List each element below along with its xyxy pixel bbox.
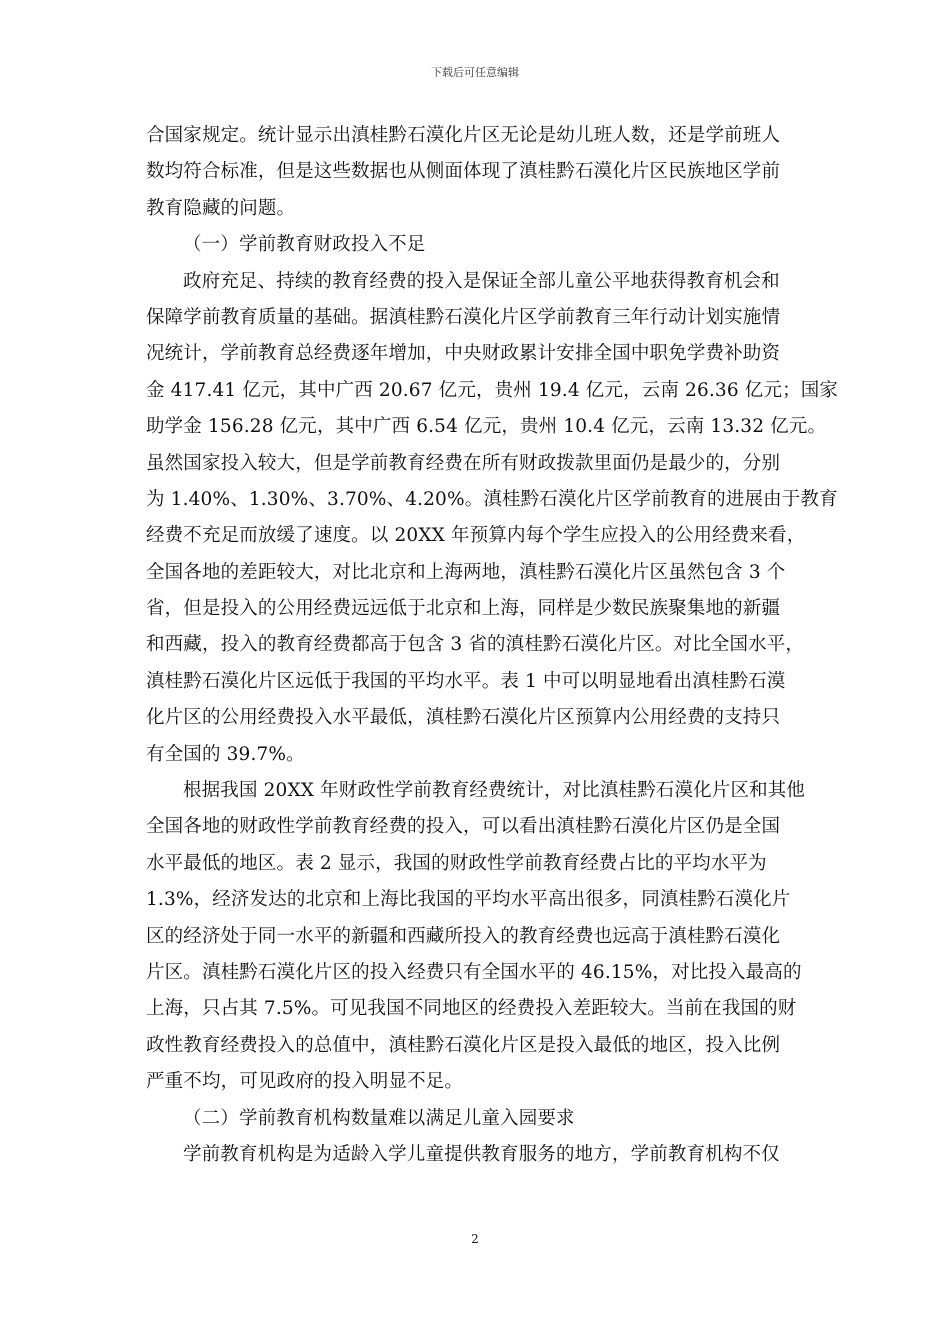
body-line: 助学金 156.28 亿元，其中广西 6.54 亿元，贵州 10.4 亿元，云南 13.32 亿元。 — [146, 416, 827, 438]
document-body — [146, 118, 839, 1173]
body-line: 省，但是投入的公用经费远远低于北京和上海，同样是少数民族聚集地的新疆 — [146, 598, 781, 620]
body-line: 水平最低的地区。表 2 显示，我国的财政性学前教育经费占比的平均水平为 — [146, 852, 767, 874]
body-line: 全国各地的差距较大，对比北京和上海两地，滇桂黔石漠化片区虽然包含 3 个 — [146, 561, 786, 583]
paragraph-start: 学前教育机构是为适龄入学儿童提供教育服务的地方，学前教育机构不仅 — [183, 1143, 780, 1165]
body-line: 合国家规定。统计显示出滇桂黔石漠化片区无论是幼儿班人数，还是学前班人 — [146, 125, 781, 146]
body-line: 片区。滇桂黔石漠化片区的投入经费只有全国水平的 46.15%，对比投入最高的 — [146, 961, 802, 983]
body-line: 上海，只占其 7.5%。可见我国不同地区的经费投入差距较大。当前在我国的财 — [146, 998, 797, 1020]
body-line: 区的经济处于同一水平的新疆和西藏所投入的教育经费也远高于滇桂黔石漠化 — [146, 925, 781, 947]
body-line: 数均符合标准，但是这些数据也从侧面体现了滇桂黔石漠化片区民族地区学前 — [146, 161, 781, 183]
body-line: 政性教育经费投入的总值中，滇桂黔石漠化片区是投入最低的地区，投入比例 — [146, 1034, 781, 1056]
body-line: 虽然国家投入较大，但是学前教育经费在所有财政拨款里面仍是最少的，分别 — [146, 452, 781, 474]
body-line: 为 1.40%、1.30%、3.70%、4.20%。滇桂黔石漠化片区学前教育的进展由于教育 — [146, 488, 838, 510]
body-line: 有全国的 39.7%。 — [146, 743, 305, 765]
body-line: 和西藏，投入的教育经费都高于包含 3 省的滇桂黔石漠化片区。对比全国水平， — [146, 634, 805, 656]
page-number: 2 — [471, 1232, 479, 1246]
body-line: 严重不均，可见政府的投入明显不足。 — [146, 1071, 464, 1093]
paragraph-start: 根据我国 20XX 年财政性学前教育经费统计，对比滇桂黔石漠化片区和其他 — [183, 780, 806, 802]
body-line: 化片区的公用经费投入水平最低，滇桂黔石漠化片区预算内公用经费的支持只 — [146, 707, 781, 729]
body-line: 保障学前教育质量的基础。据滇桂黔石漠化片区学前教育三年行动计划实施情 — [146, 306, 781, 328]
body-line: 经费不充足而放缓了速度。以 20XX 年预算内每个学生应投入的公用经费来看， — [146, 525, 806, 547]
section-heading-1: （一）学前教育财政投入不足 — [183, 234, 426, 256]
body-line: 滇桂黔石漠化片区远低于我国的平均水平。表 1 中可以明显地看出滇桂黔石漠 — [146, 670, 786, 692]
section-heading-2: （二）学前教育机构数量难以满足儿童入园要求 — [183, 1107, 575, 1129]
body-line: 教育隐藏的问题。 — [146, 197, 296, 219]
body-line: 金 417.41 亿元，其中广西 20.67 亿元，贵州 19.4 亿元，云南 26.36 亿元；国家 — [146, 379, 839, 401]
body-line: 1.3%，经济发达的北京和上海比我国的平均水平高出很多，同滇桂黔石漠化片 — [146, 889, 791, 911]
body-line: 况统计，学前教育总经费逐年增加，中央财政累计安排全国中职免学费补助资 — [146, 343, 781, 365]
page-header: 下载后可任意编辑 — [431, 66, 519, 79]
body-line: 全国各地的财政性学前教育经费的投入，可以看出滇桂黔石漠化片区仍是全国 — [146, 816, 781, 838]
paragraph-start: 政府充足、持续的教育经费的投入是保证全部儿童公平地获得教育机会和 — [183, 270, 780, 292]
